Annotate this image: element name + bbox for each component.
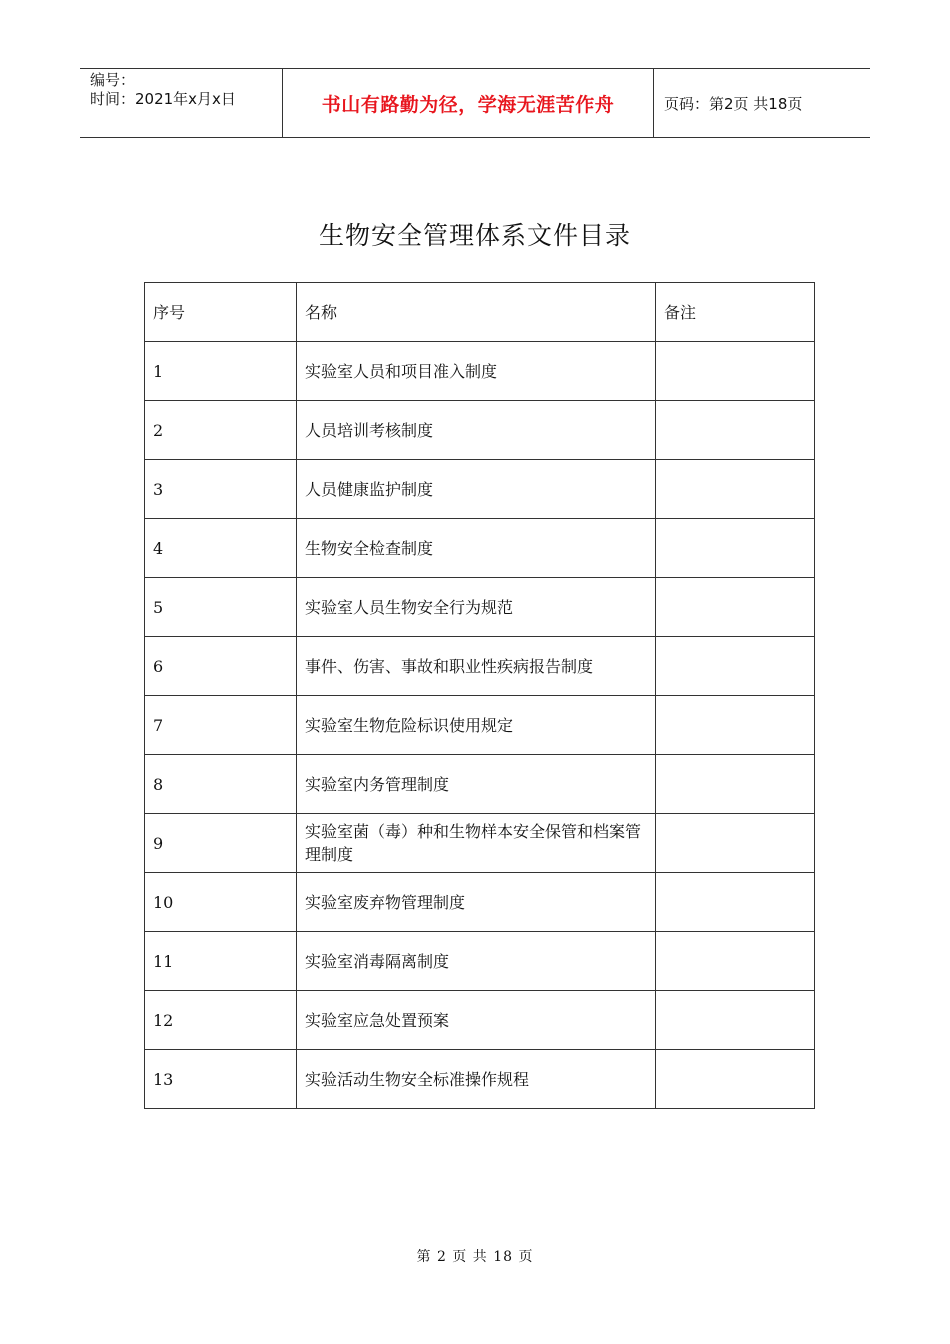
table-row xyxy=(145,1050,815,1109)
table-row xyxy=(145,519,815,578)
cell-note xyxy=(656,578,815,637)
cell-index: 3 xyxy=(145,460,297,519)
header-page-code: 页码：第2页 共18页 xyxy=(664,94,803,113)
cell-note xyxy=(656,932,815,991)
cell-name: 实验室消毒隔离制度 xyxy=(297,932,656,991)
cell-note xyxy=(656,696,815,755)
table-row xyxy=(145,401,815,460)
cell-note xyxy=(656,991,815,1050)
cell-index: 8 xyxy=(145,755,297,814)
cell-index: 11 xyxy=(145,932,297,991)
cell-note xyxy=(656,814,815,873)
date-line: 时间：2021年x月x日 xyxy=(90,90,236,108)
cell-name: 生物安全检查制度 xyxy=(297,519,656,578)
cell-index: 5 xyxy=(145,578,297,637)
cell-index: 10 xyxy=(145,873,297,932)
cell-name: 实验室应急处置预案 xyxy=(297,991,656,1050)
cell-name: 实验室内务管理制度 xyxy=(297,755,656,814)
table-row xyxy=(145,578,815,637)
table-header-row xyxy=(145,283,815,342)
header-page-cell xyxy=(654,69,870,137)
cell-index: 2 xyxy=(145,401,297,460)
table-row xyxy=(145,814,815,873)
column-header-name: 名称 xyxy=(297,283,656,342)
table-row xyxy=(145,696,815,755)
cell-name: 实验室菌（毒）种和生物样本安全保管和档案管理制度 xyxy=(297,814,656,873)
cell-note xyxy=(656,519,815,578)
cell-note xyxy=(656,460,815,519)
cell-name: 实验室人员和项目准入制度 xyxy=(297,342,656,401)
cell-index: 1 xyxy=(145,342,297,401)
cell-name: 实验室生物危险标识使用规定 xyxy=(297,696,656,755)
cell-name: 实验室废弃物管理制度 xyxy=(297,873,656,932)
header-motto: 书山有路勤为径，学海无涯苦作舟 xyxy=(321,93,615,116)
document-title: 生物安全管理体系文件目录 xyxy=(318,221,631,250)
header-meta xyxy=(80,69,282,137)
table-row xyxy=(145,932,815,991)
header-motto-cell xyxy=(282,69,654,137)
directory-table xyxy=(144,282,815,1109)
cell-name: 实验室人员生物安全行为规范 xyxy=(297,578,656,637)
doc-number-label: 编号： xyxy=(90,71,136,89)
cell-index: 7 xyxy=(145,696,297,755)
cell-note xyxy=(656,401,815,460)
cell-index: 13 xyxy=(145,1050,297,1109)
cell-note xyxy=(656,637,815,696)
table-row xyxy=(145,991,815,1050)
table-row xyxy=(145,637,815,696)
cell-index: 12 xyxy=(145,991,297,1050)
cell-name: 实验活动生物安全标准操作规程 xyxy=(297,1050,656,1109)
table-row xyxy=(145,342,815,401)
cell-name: 人员健康监护制度 xyxy=(297,460,656,519)
cell-note xyxy=(656,342,815,401)
page-footer: 第 2 页 共 18 页 xyxy=(416,1249,534,1265)
cell-index: 6 xyxy=(145,637,297,696)
page-header xyxy=(80,68,870,138)
cell-name: 事件、伤害、事故和职业性疾病报告制度 xyxy=(297,637,656,696)
cell-index: 4 xyxy=(145,519,297,578)
column-header-index: 序号 xyxy=(145,283,297,342)
table-row xyxy=(145,873,815,932)
cell-note xyxy=(656,755,815,814)
cell-note xyxy=(656,1050,815,1109)
cell-name: 人员培训考核制度 xyxy=(297,401,656,460)
column-header-note: 备注 xyxy=(656,283,815,342)
table-row xyxy=(145,755,815,814)
cell-index: 9 xyxy=(145,814,297,873)
table-row xyxy=(145,460,815,519)
cell-note xyxy=(656,873,815,932)
